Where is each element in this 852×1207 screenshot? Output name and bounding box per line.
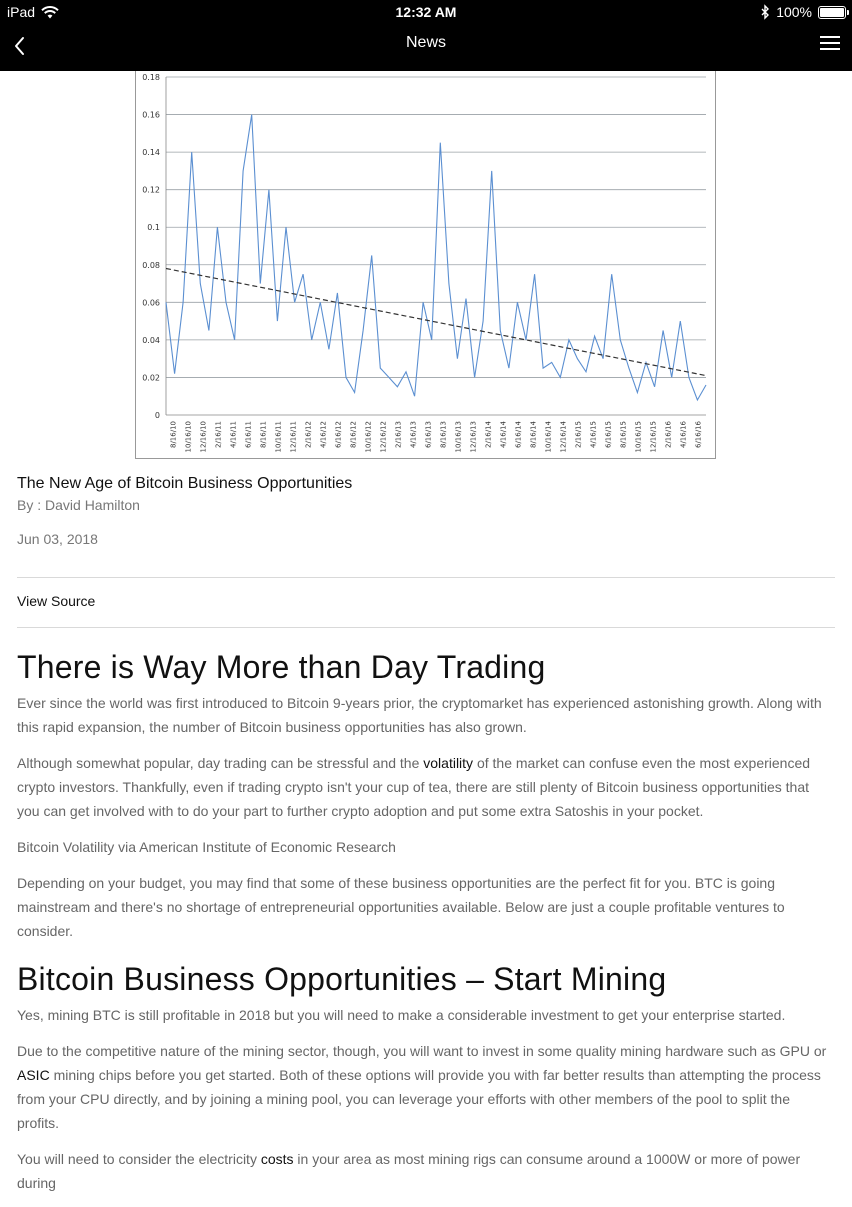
battery-icon — [818, 6, 846, 19]
hamburger-menu-icon — [820, 34, 840, 54]
x-tick-label: 6/16/12 — [334, 421, 343, 448]
paragraph-text: You will need to consider the electricity — [17, 1151, 261, 1167]
divider — [17, 577, 835, 578]
x-tick-label: 8/16/12 — [349, 421, 358, 448]
menu-button[interactable] — [820, 34, 840, 54]
x-tick-label: 12/16/15 — [649, 421, 658, 453]
x-tick-label: 10/16/13 — [454, 421, 463, 453]
x-tick-label: 2/16/15 — [574, 421, 583, 448]
paragraph-text: in your area as most mining rigs can consume around a 1000W or more of power during — [17, 1151, 801, 1191]
paragraph — [17, 1039, 833, 1135]
y-tick-label: 0 — [154, 411, 160, 420]
x-tick-label: 4/16/14 — [499, 421, 508, 448]
x-tick-label: 6/16/11 — [244, 421, 253, 448]
y-tick-label: 0.08 — [142, 260, 160, 270]
divider — [17, 627, 835, 628]
x-tick-label: 8/16/13 — [439, 421, 448, 448]
x-tick-label: 4/16/11 — [229, 421, 238, 448]
y-tick-label: 0.1 — [147, 223, 160, 233]
x-tick-label: 12/16/12 — [379, 421, 388, 453]
y-tick-label: 0.16 — [142, 110, 160, 120]
view-source-link[interactable]: View Source — [17, 593, 96, 609]
x-tick-label: 6/16/15 — [604, 421, 613, 448]
y-tick-label: 0.04 — [142, 335, 160, 345]
x-tick-label: 4/16/15 — [589, 421, 598, 448]
article-meta — [17, 475, 835, 547]
x-tick-label: 6/16/16 — [694, 421, 703, 448]
paragraph-text: Due to the competitive nature of the mining sector, though, you will want to invest in some quality mining hardware such as GPU or — [17, 1043, 827, 1059]
x-tick-label: 8/16/11 — [259, 421, 268, 448]
volatility-link[interactable]: volatility — [423, 755, 474, 771]
volatility-chart-svg — [136, 71, 717, 459]
publish-date: Jun 03, 2018 — [17, 531, 98, 547]
status-bar — [0, 0, 852, 24]
x-tick-label: 2/16/12 — [304, 421, 313, 448]
y-tick-label: 0.06 — [142, 298, 160, 308]
x-tick-label: 8/16/10 — [169, 421, 178, 448]
section-heading: There is Way More than Day Trading — [17, 649, 546, 685]
paragraph-text: Although somewhat popular, day trading can be stressful and the — [17, 755, 424, 771]
x-tick-label: 10/16/14 — [544, 421, 553, 453]
costs-link[interactable]: costs — [260, 1151, 294, 1167]
paragraph-text: mining chips before you get started. Both of these options will provide you with far better results than attempting the process from your CPU directly, and by joining a mining pool, you can leverage your efforts with other members of the pool to split the profits. — [17, 1067, 821, 1131]
nav-title: News — [405, 34, 446, 51]
y-tick-label: 0.02 — [142, 373, 160, 383]
x-tick-label: 12/16/11 — [289, 421, 298, 453]
volatility-line — [166, 115, 706, 400]
paragraph — [17, 751, 833, 823]
x-tick-label: 12/16/14 — [559, 421, 568, 453]
x-tick-label: 4/16/13 — [409, 421, 418, 448]
x-tick-label: 2/16/16 — [664, 421, 673, 448]
x-tick-label: 12/16/10 — [199, 421, 208, 453]
byline: By : David Hamilton — [17, 497, 140, 513]
trend-line — [166, 269, 706, 376]
paragraph: Yes, mining BTC is still profitable in 2018 but you will need to make a considerable investment to get your enterprise started. — [17, 1007, 786, 1023]
device-label: iPad — [7, 4, 36, 20]
asic-link[interactable]: ASIC — [17, 1067, 50, 1083]
nav-bar — [0, 24, 852, 71]
x-tick-label: 10/16/10 — [184, 421, 193, 453]
x-tick-label: 4/16/16 — [679, 421, 688, 448]
y-tick-label: 0.12 — [142, 185, 160, 195]
paragraph: Ever since the world was first introduced to Bitcoin 9-years prior, the cryptomarket has experienced astonishing growth. Along with this rapid expansion, the number of Bitcoin business opportunities has also grown. — [17, 695, 822, 735]
section-heading: Bitcoin Business Opportunities – Start Mining — [17, 961, 667, 997]
x-tick-label: 8/16/15 — [619, 421, 628, 448]
paragraph: Depending on your budget, you may find that some of these business opportunities are the perfect fit for you. BTC is going mainstream and there's no shortage of entrepreneurial opportunities available. Below are just a couple profitable ventures to consider. — [17, 875, 785, 939]
paragraph — [17, 1147, 833, 1195]
x-tick-label: 12/16/13 — [469, 421, 478, 453]
x-tick-label: 10/16/12 — [364, 421, 373, 453]
x-tick-label: 2/16/11 — [214, 421, 223, 448]
x-tick-label: 8/16/14 — [529, 421, 538, 448]
article-title: The New Age of Bitcoin Business Opportunities — [17, 475, 353, 492]
battery-percent: 100% — [776, 4, 812, 20]
x-tick-label: 10/16/15 — [634, 421, 643, 453]
y-tick-label: 0.18 — [142, 73, 160, 82]
article-body — [17, 643, 833, 1207]
clock: 12:32 AM — [395, 4, 457, 20]
x-tick-label: 6/16/14 — [514, 421, 523, 448]
y-tick-label: 0.14 — [142, 148, 160, 158]
volatility-chart — [135, 71, 716, 459]
x-tick-label: 10/16/11 — [274, 421, 283, 453]
article-content — [0, 71, 852, 1191]
x-tick-label: 4/16/12 — [319, 421, 328, 448]
paragraph-text: of the market can confuse even the most experienced crypto investors. Thankfully, even if trading crypto isn't your cup of tea, there are still plenty of Bitcoin business opportunities that you can get involved with to do your part to further crypto adoption and put some extra Satoshis in your pocket. — [17, 755, 811, 819]
x-tick-label: 6/16/13 — [424, 421, 433, 448]
bluetooth-icon — [761, 5, 770, 19]
x-tick-label: 2/16/13 — [394, 421, 403, 448]
x-tick-label: 2/16/14 — [484, 421, 493, 448]
image-caption: Bitcoin Volatility via American Institute of Economic Research — [17, 839, 396, 855]
